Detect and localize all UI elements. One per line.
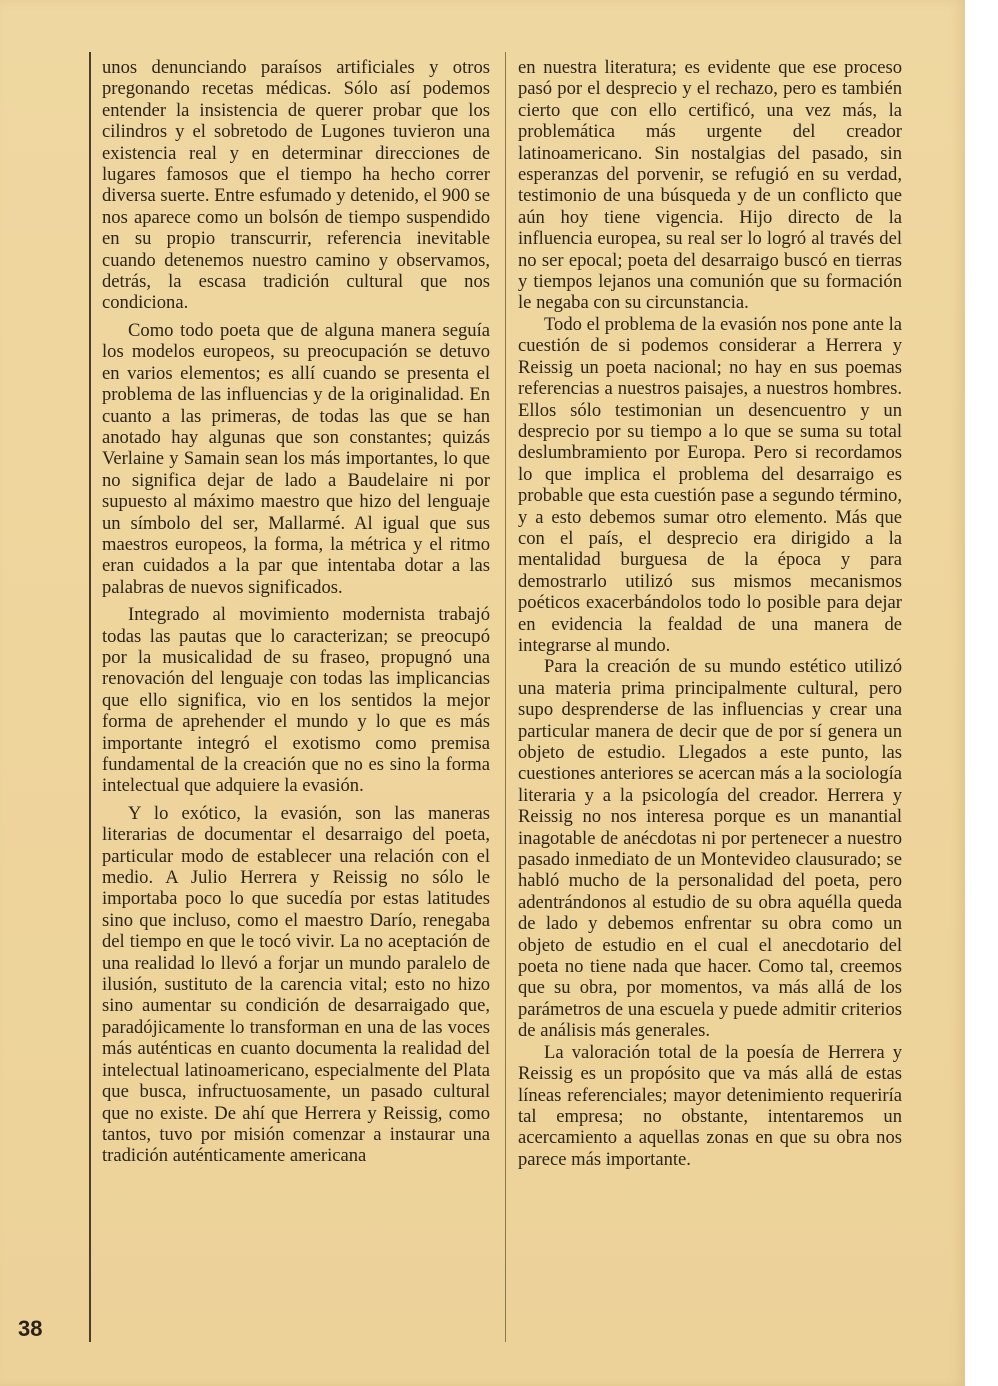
paragraph: Como todo poeta que de alguna manera seguía los modelos europeos, su preocupación se detuvo en varios elementos; es allí cuando se presenta el problema de las influencias y de la originalidad. En cuanto a las primeras, de todas las que se han anotado hay algunas que son constantes; quizás Verlaine y Samain sean los más importantes, lo que no significa dejar de lado a Baudelaire ni por supuesto al máximo maestro que hizo del lenguaje un símbolo del ser, Mallarmé. Al igual que sus maestros europeos, la forma, la métrica y el ritmo eran cuidados a la par que intentaba dotar a las palabras de nuevos significados. [102, 319, 490, 598]
left-column [102, 57, 490, 1173]
right-column [518, 57, 902, 1170]
left-margin-rule [89, 52, 91, 1342]
paragraph: Todo el problema de la evasión nos pone ante la cuestión de si podemos considerar a Herrera y Reissig un poeta nacional; no hay en sus poemas referencias a nuestros paisajes, a nuestros hombres. Ellos sólo testimonian un desencuentro y un desprecio por su tiempo a lo que se suma su total deslumbramiento por Europa. Pero si recordamos lo que implica el problema del desarraigo es probable que esta cuestión pase a segundo término, y a esto debemos sumar otro elemento. Más que con el país, el desprecio era dirigido a la mentalidad burguesa de la época y para demostrarlo utilizó sus mismos mecanismos poéticos exacerbándolos todo lo posible para dejar en evidencia la fealdad de una manera de integrarse al mundo. [518, 313, 902, 656]
paragraph: unos denunciando paraísos artificiales y otros pregonando recetas médicas. Sólo así podemos entender la insistencia de querer probar que los cilindros y el sobretodo de Lugones tuvieron una existencia real y en determinar direcciones de lugares famosos que el tiempo ha hecho correr diversa suerte. Entre esfumado y detenido, el 900 se nos aparece como un bolsón de tiempo suspendido en su propio transcurrir, referencia inevitable cuando detenemos nuestro camino y observamos, detrás, la escasa tradición cultural que nos condiciona. [102, 57, 490, 314]
paragraph: en nuestra literatura; es evidente que ese proceso pasó por el desprecio y el rechazo, pero es también cierto que con ello certificó, una vez más, la problemática más urgente del creador latinoamericano. Sin nostalgias del pasado, sin esperanzas del porvenir, se refugió en su verdad, testimonio de una búsqueda y de un conflicto que aún hoy tiene vigencia. Hijo directo de la influencia europea, su real ser lo logró al través del no ser epocal; poeta del desarraigo buscó en tierras y tiempos lejanos una comunión que su formación le negaba con su circunstancia. [518, 57, 902, 314]
page-number: 38 [18, 1316, 43, 1341]
paragraph: Integrado al movimiento modernista trabajó todas las pautas que lo caracterizan; se preocupó por la musicalidad de su fraseo, propugnó una renovación del lenguaje con todas las implicancias que ello significa, vio en los sentidos la mejor forma de aprehender el mundo y lo que es más importante integró el exotismo como premisa fundamental de la creación que no es sino la forma intelectual que adquiere la evasión. [102, 604, 490, 797]
paragraph: Y lo exótico, la evasión, son las maneras literarias de documentar el desarraigo del poeta, particular modo de establecer una relación con el medio. A Julio Herrera y Reissig no sólo le importaba poco lo que sucedía por estas latitudes sino que incluso, como el maestro Darío, renegaba del tiempo en que le tocó vivir. La no aceptación de una realidad lo llevó a forjar un mundo paralelo de ilusión, sustituto de la carencia vital; esto no hizo sino aumentar su condición de desarraigado que, paradójicamente lo transforman en una de las voces más auténticas en cuanto documenta la realidad del intelectual latinoamericano, especialmente del Plata que busca, infructuosamente, un pasado cultural que no existe. De ahí que Herrera y Reissig, como tantos, tuvo por misión comenzar a instaurar una tradición auténticamente americana [102, 802, 490, 1167]
column-divider [505, 52, 506, 1342]
paragraph: Para la creación de su mundo estético utilizó una materia prima principalmente cultural, pero supo desprenderse de las influencias y crear una particular manera de decir que de por sí genera un objeto de estudio. Llegados a este punto, las cuestiones anteriores se acercan más a la sociología literaria y a la psicología del creador. Herrera y Reissig no nos interesa porque es un manantial inagotable de anécdotas ni por pertenecer a nuestro pasado inmediato de un Montevideo clausurado; se habló mucho de la personalidad del poeta, pero adentrándonos al estudio de su obra aquélla queda de lado y debemos enfrentar su obra como un objeto de estudio en el cual el anecdotario del poeta no tiene nada que hacer. Como tal, creemos que su obra, por momentos, va más allá de los parámetros de una escuela y puede admitir criterios de análisis más generales. [518, 656, 902, 1042]
paragraph: La valoración total de la poesía de Herrera y Reissig es un propósito que va más allá de estas líneas referenciales; mayor detenimiento requeriría tal empresa; no obstante, intentaremos un acercamiento a aquellas zonas en que su obra nos parece más importante. [518, 1041, 902, 1170]
